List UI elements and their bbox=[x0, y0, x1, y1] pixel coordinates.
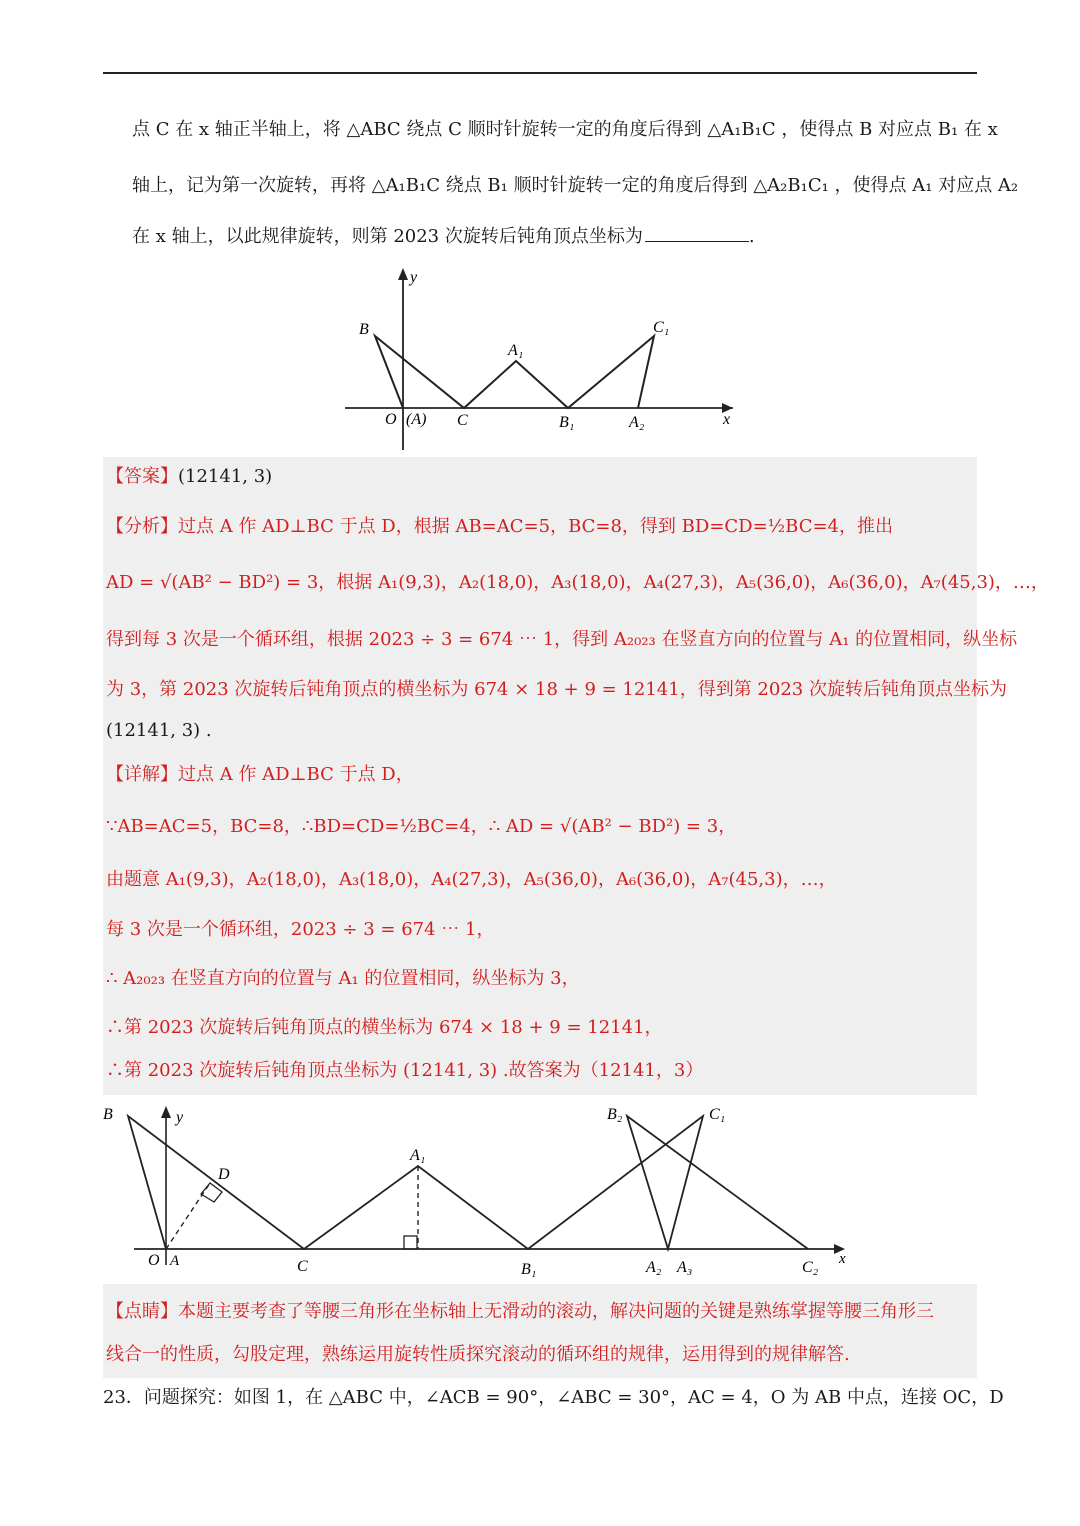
comment-line-2: 线合一的性质，勾股定理，熟练运用旋转性质探究滚动的循环组的规律，运用得到的规律解答. bbox=[106, 1344, 850, 1365]
comment-line-1 bbox=[106, 1300, 934, 1324]
problem-line-2: 轴上，记为第一次旋转，再将 △A₁B₁C 绕点 B₁ 顺时针旋转一定的角度后得到 △A₂B₁C₁ ，使得点 A₁ 对应点 A₂ bbox=[132, 175, 1019, 196]
fig1-label-x: x bbox=[723, 411, 731, 428]
figure-2-bg bbox=[100, 1100, 850, 1282]
problem-line-3 bbox=[132, 225, 755, 249]
fig2-label-O: O bbox=[148, 1252, 160, 1269]
problem-line-1: 点 C 在 x 轴正半轴上，将 △ABC 绕点 C 顺时针旋转一定的角度后得到 △A₁B₁C ，使得点 B 对应点 B₁ 在 x bbox=[132, 119, 998, 140]
comment-tag: 【点睛】 bbox=[106, 1301, 178, 1322]
fig2-label-C: C bbox=[297, 1258, 308, 1275]
figure-1 bbox=[340, 262, 740, 454]
fig1-label-y: y bbox=[410, 269, 418, 286]
fig1-label-A1: A₁ bbox=[508, 342, 524, 359]
fig2-label-B1: B₁ bbox=[521, 1261, 537, 1278]
header-rule bbox=[103, 72, 977, 74]
fig2-label-x: x bbox=[839, 1251, 846, 1267]
detail-tag: 【详解】 bbox=[106, 764, 178, 785]
fig2-label-A1: A₁ bbox=[410, 1147, 426, 1164]
detail-line-4: 每 3 次是一个循环组，2023 ÷ 3 = 674 ⋯ 1， bbox=[106, 919, 495, 940]
analysis-text-1: 过点 A 作 AD⊥BC 于点 D，根据 AB=AC=5，BC=8，得到 BD=CD=½BC=4，推出 bbox=[178, 516, 893, 537]
fig1-label-C1: C₁ bbox=[653, 319, 670, 336]
analysis-line-3: 得到每 3 次是一个循环组，根据 2023 ÷ 3 = 674 ⋯ 1，得到 A₂₀₂₃ 在竖直方向的位置与 A₁ 的位置相同，纵坐标 bbox=[106, 629, 1018, 650]
fig1-label-B1: B₁ bbox=[559, 414, 575, 431]
fig2-label-D: D bbox=[218, 1166, 230, 1183]
detail-line-6: ∴第 2023 次旋转后钝角顶点的横坐标为 674 × 18 + 9 = 12141， bbox=[106, 1017, 663, 1038]
fig1-label-C: C bbox=[457, 412, 468, 429]
problem-line-3-end: . bbox=[748, 226, 755, 247]
figure-2 bbox=[100, 1100, 850, 1282]
fig2-label-C2: C₂ bbox=[802, 1259, 819, 1276]
analysis-line-4: 为 3，第 2023 次旋转后钝角顶点的横坐标为 674 × 18 + 9 = 12141，得到第 2023 次旋转后钝角顶点坐标为 bbox=[106, 679, 1007, 700]
analysis-line-1 bbox=[106, 515, 893, 539]
fig2-label-A3: A₃ bbox=[677, 1259, 693, 1276]
next-problem-line-1: 23．问题探究：如图 1，在 △ABC 中，∠ACB = 90°，∠ABC = 30°，AC = 4，O 为 AB 中点，连接 OC，D bbox=[103, 1387, 1004, 1408]
problem-line-3-text: 在 x 轴上，以此规律旋转，则第 2023 次旋转后钝角顶点坐标为 bbox=[132, 226, 643, 247]
fig2-label-y: y bbox=[176, 1109, 184, 1126]
detail-line-3: 由题意 A₁(9,3)，A₂(18,0)，A₃(18,0)，A₄(27,3)，A₅(36,0)，A₆(36,0)，A₇(45,3)，…， bbox=[106, 869, 837, 890]
fig2-label-A: A bbox=[170, 1253, 180, 1269]
fig2-label-C1: C₁ bbox=[709, 1106, 726, 1123]
fig1-label-O: O bbox=[385, 411, 397, 428]
fig2-label-B: B bbox=[103, 1106, 113, 1123]
answer-tag: 【答案】 bbox=[106, 466, 178, 487]
detail-text-1: 过点 A 作 AD⊥BC 于点 D， bbox=[178, 764, 414, 785]
fig2-label-B2: B₂ bbox=[607, 1106, 623, 1123]
analysis-line-2: AD = √(AB² − BD²) = 3，根据 A₁(9,3)，A₂(18,0)，A₃(18,0)，A₄(27,3)，A₅(36,0)，A₆(36,0)，A₇(45,3)，…， bbox=[106, 572, 1049, 593]
detail-line-2: ∵AB=AC=5，BC=8，∴BD=CD=½BC=4，∴ AD = √(AB² − BD²) = 3， bbox=[106, 816, 737, 837]
detail-line-5: ∴ A₂₀₂₃ 在竖直方向的位置与 A₁ 的位置相同，纵坐标为 3， bbox=[106, 968, 580, 989]
comment-text-1: 本题主要考查了等腰三角形在坐标轴上无滑动的滚动，解决问题的关键是熟练掌握等腰三角形三 bbox=[178, 1301, 934, 1322]
answer-line bbox=[106, 465, 272, 489]
analysis-line-5: (12141, 3) . bbox=[106, 720, 212, 741]
fig2-label-A2: A₂ bbox=[646, 1259, 662, 1276]
fig1-label-A2: A₂ bbox=[629, 414, 645, 431]
answer-value: (12141, 3) bbox=[178, 466, 273, 487]
detail-line-7: ∴第 2023 次旋转后钝角顶点坐标为 (12141, 3) .故答案为（12141，3） bbox=[106, 1060, 704, 1081]
fig1-label-B: B bbox=[359, 321, 369, 338]
y-axis-arrow bbox=[398, 268, 408, 280]
fig1-label-A: (A) bbox=[406, 411, 427, 428]
detail-line-1 bbox=[106, 763, 414, 787]
answer-blank bbox=[645, 225, 749, 242]
analysis-tag: 【分析】 bbox=[106, 516, 178, 537]
